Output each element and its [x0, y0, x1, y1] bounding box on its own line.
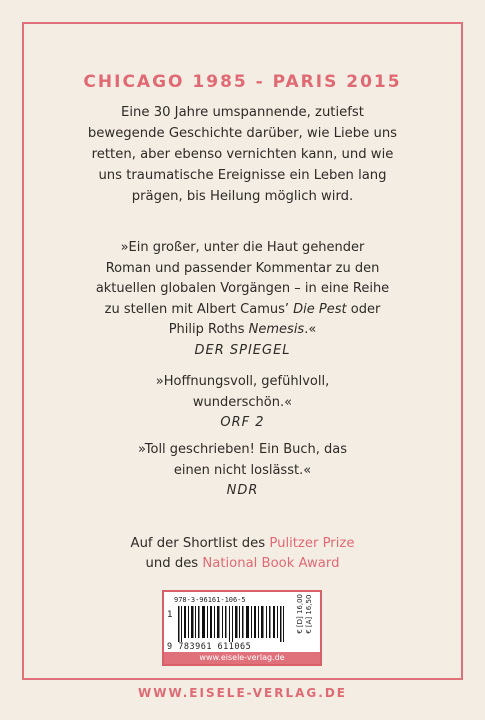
book-title-die-pest: Die Pest [293, 301, 347, 317]
shortlist-line [22, 534, 463, 554]
quote-line: Roman und passender Kommentar zu den [105, 260, 380, 276]
quote-line: »Hoffnungsvoll, gefühlvoll, [155, 374, 330, 389]
quote-source: DER SPIEGEL [194, 342, 291, 358]
blurb [22, 102, 463, 207]
shortlist-line [22, 554, 463, 574]
price-germany: € [D] 16,00 [296, 594, 304, 634]
price-labels [296, 594, 314, 634]
barcode-lead-digit: 1 [167, 610, 173, 620]
blurb-line: uns traumatische Ereignisse ein Leben lang [98, 168, 387, 183]
quote-line: »Ein großer, unter die Haut gehender [120, 240, 365, 255]
shortlist-text: und des [145, 556, 203, 571]
quote-line: »Toll geschrieben! Ein Buch, das [138, 442, 347, 457]
blurb-line: Eine 30 Jahre umspannende, zutiefst [121, 105, 364, 120]
barcode-icon [178, 606, 296, 642]
blurb-line: bewegende Geschichte darüber, wie Liebe uns [87, 126, 398, 141]
quote-source: NDR [226, 483, 259, 498]
barcode-url: www.eisele-verlag.de [164, 652, 320, 664]
price-austria: € [A] 16,50 [305, 594, 313, 634]
national-book-award: National Book Award [202, 556, 340, 571]
quote-line [22, 300, 463, 321]
shortlist-text: Auf der Shortlist des [130, 536, 270, 551]
barcode-label [162, 590, 322, 666]
shortlist-note [22, 534, 463, 574]
quote-source: ORF 2 [220, 415, 265, 430]
quote-line: wunderschön.« [192, 394, 293, 410]
quote-ndr [22, 440, 463, 502]
publisher-website: WWW.EISELE-VERLAG.DE [138, 686, 347, 700]
quote-line: aktuellen globalen Vorgängen – in eine Reihe [95, 281, 390, 296]
quote-text: .« [304, 322, 317, 337]
barcode-digits: 9 783961 611065 [167, 642, 252, 652]
quote-orf [22, 372, 463, 434]
book-title-nemesis: Nemesis [248, 322, 305, 337]
quote-spiegel [22, 238, 463, 361]
quote-text: zu stellen mit Albert Camus’ [104, 301, 294, 317]
blurb-line: prägen, bis Heilung möglich wird. [131, 189, 354, 204]
headline: CHICAGO 1985 - PARIS 2015 [83, 72, 402, 92]
blurb-line: retten, aber ebenso vernichten kann, und wie [91, 147, 394, 162]
pulitzer-prize: Pulitzer Prize [269, 536, 355, 551]
quote-line: einen nicht loslässt.« [173, 462, 312, 478]
quote-text: Philip Roths [168, 322, 249, 337]
quote-line [22, 320, 463, 341]
quote-text: oder [346, 301, 381, 317]
isbn-number: 978-3-96161-106-5 [174, 596, 246, 604]
